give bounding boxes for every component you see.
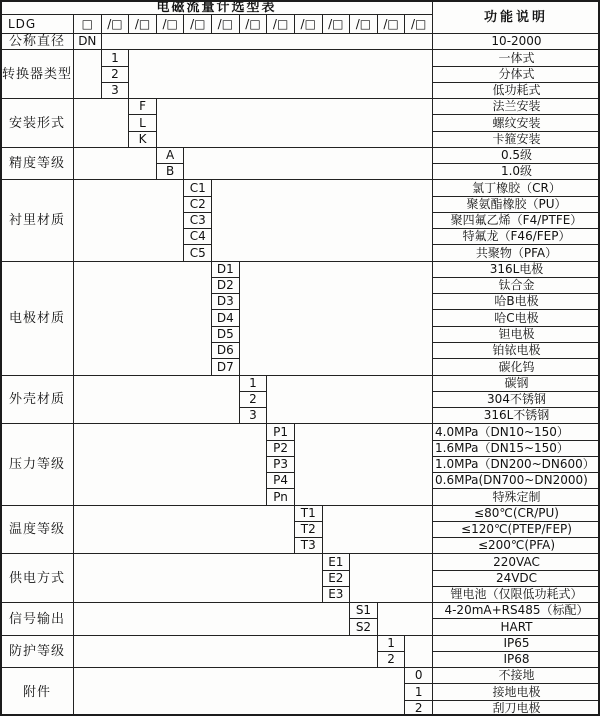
section-code-cell: 1 xyxy=(404,683,433,701)
section-desc-cell: 低功耗式 xyxy=(432,82,600,99)
section-desc-cell: 220VAC xyxy=(432,553,600,571)
section-desc-cell: 钽电极 xyxy=(432,326,600,343)
section-desc-cell: 316L不锈钢 xyxy=(432,407,600,424)
section-desc-cell: 碳钢 xyxy=(432,375,600,392)
section-code-cell: 2 xyxy=(101,66,130,83)
section-code-cell: D4 xyxy=(211,309,240,327)
section-label: 公称直径 xyxy=(0,33,74,50)
section-desc-cell: 锂电池（仅限低功耗式） xyxy=(432,586,600,603)
section-desc-cell: 4.0MPa（DN10~150） xyxy=(432,423,600,441)
section-code-cell: B xyxy=(156,163,185,180)
section-desc-cell: 1.0级 xyxy=(432,163,600,180)
model-option-box: /□ xyxy=(101,14,130,34)
section-left-filler xyxy=(73,179,184,262)
section-code-cell: P4 xyxy=(266,472,295,489)
section-code-cell: D1 xyxy=(211,261,240,278)
section-desc-cell: 螺纹安装 xyxy=(432,114,600,132)
section-label: 附件 xyxy=(0,667,74,716)
section-desc-cell: 哈C电极 xyxy=(432,309,600,327)
section-desc-cell: 聚氨酯橡胶（PU） xyxy=(432,196,600,213)
section-desc-cell: 哈B电极 xyxy=(432,293,600,310)
section-label: 电极材质 xyxy=(0,261,74,376)
section-code-cell: 3 xyxy=(239,407,268,424)
section-desc-cell: 24VDC xyxy=(432,570,600,587)
section-code-cell: 1 xyxy=(377,635,406,652)
section-left-filler xyxy=(73,98,129,148)
section-code-cell: E1 xyxy=(322,553,351,571)
section-desc-cell: 特殊定制 xyxy=(432,488,600,506)
section-desc-cell: 0.6MPa(DN700~DN2000) xyxy=(432,472,600,489)
section-code-cell: F xyxy=(128,98,157,115)
model-option-box: /□ xyxy=(404,14,433,34)
section-label: 压力等级 xyxy=(0,423,74,506)
section-label: 衬里材质 xyxy=(0,179,74,262)
function-column-header: 功能说明 xyxy=(432,0,600,34)
section-code-cell: C5 xyxy=(183,244,212,262)
section-right-filler xyxy=(101,33,433,50)
section-code-cell: C1 xyxy=(183,179,212,197)
section-left-filler xyxy=(73,635,378,668)
section-left-filler xyxy=(73,505,295,554)
section-desc-cell: 4-20mA+RS485（标配） xyxy=(432,602,600,619)
section-desc-cell: 卡箍安装 xyxy=(432,131,600,148)
section-left-filler xyxy=(73,261,212,376)
section-code-cell: E2 xyxy=(322,570,351,587)
model-option-box: /□ xyxy=(266,14,295,34)
section-code-cell: 1 xyxy=(239,375,268,392)
section-right-filler xyxy=(266,375,433,424)
model-option-box: /□ xyxy=(349,14,378,34)
section-right-filler xyxy=(211,179,433,262)
section-left-filler xyxy=(73,147,157,180)
section-label: 供电方式 xyxy=(0,553,74,603)
section-code-cell: 3 xyxy=(101,82,130,99)
section-code-cell: 2 xyxy=(404,700,433,716)
section-left-filler xyxy=(73,667,405,716)
section-desc-cell: IP68 xyxy=(432,651,600,668)
section-desc-cell: HART xyxy=(432,618,600,636)
section-desc-cell: 法兰安装 xyxy=(432,98,600,115)
section-code-cell: C2 xyxy=(183,196,212,213)
section-desc-cell: IP65 xyxy=(432,635,600,652)
section-label: 温度等级 xyxy=(0,505,74,554)
section-code-cell: D6 xyxy=(211,342,240,359)
section-right-filler xyxy=(322,505,433,554)
section-label: 外壳材质 xyxy=(0,375,74,424)
section-left-filler xyxy=(73,602,350,636)
model-option-box: /□ xyxy=(377,14,406,34)
section-code-cell: T1 xyxy=(294,505,323,522)
section-desc-cell: 不接地 xyxy=(432,667,600,684)
section-code-cell: 2 xyxy=(239,391,268,408)
section-desc-cell: 钛合金 xyxy=(432,277,600,294)
section-desc-cell: ≤200℃(PFA) xyxy=(432,537,600,554)
section-desc-cell: 氯丁橡胶（CR） xyxy=(432,179,600,197)
section-right-filler xyxy=(183,147,433,180)
section-left-filler xyxy=(73,423,267,506)
section-right-filler xyxy=(294,423,433,506)
section-desc-cell: ≤120℃(PTEP/FEP) xyxy=(432,521,600,538)
section-code-cell: T2 xyxy=(294,521,323,538)
section-desc-cell: 10-2000 xyxy=(432,33,600,50)
section-label: 转换器类型 xyxy=(0,49,74,99)
section-label: 安装形式 xyxy=(0,98,74,148)
section-desc-cell: 304不锈钢 xyxy=(432,391,600,408)
section-right-filler xyxy=(128,49,433,99)
section-code-cell: D7 xyxy=(211,358,240,376)
section-code-cell: D2 xyxy=(211,277,240,294)
section-desc-cell: 特氟龙（F46/FEP） xyxy=(432,228,600,245)
section-desc-cell: 接地电极 xyxy=(432,683,600,701)
section-left-filler xyxy=(73,553,323,603)
section-right-filler xyxy=(349,553,433,603)
section-code-cell: C3 xyxy=(183,212,212,229)
section-code-cell: L xyxy=(128,114,157,132)
section-desc-cell: 0.5级 xyxy=(432,147,600,164)
model-option-box: /□ xyxy=(211,14,240,34)
section-desc-cell: 聚四氟乙烯（F4/PTFE） xyxy=(432,212,600,229)
section-desc-cell: 碳化钨 xyxy=(432,358,600,376)
model-option-box: /□ xyxy=(183,14,212,34)
section-code-cell: C4 xyxy=(183,228,212,245)
section-code-cell: Pn xyxy=(266,488,295,506)
section-code-cell: 1 xyxy=(101,49,130,67)
model-option-box: /□ xyxy=(239,14,268,34)
model-option-box: /□ xyxy=(322,14,351,34)
section-code-cell: D5 xyxy=(211,326,240,343)
model-size-box: □ xyxy=(73,14,102,34)
section-code-cell: E3 xyxy=(322,586,351,603)
section-right-filler xyxy=(377,602,433,636)
section-desc-cell: 共聚物（PFA） xyxy=(432,244,600,262)
section-code-cell: A xyxy=(156,147,185,164)
section-code-cell: D3 xyxy=(211,293,240,310)
model-option-box: /□ xyxy=(128,14,157,34)
section-desc-cell: 铂铱电极 xyxy=(432,342,600,359)
section-label: 防护等级 xyxy=(0,635,74,668)
section-code-cell: T3 xyxy=(294,537,323,554)
model-option-box: /□ xyxy=(156,14,185,34)
table-title: 电磁流量计选型表 xyxy=(0,0,433,15)
section-code-cell: S1 xyxy=(349,602,378,619)
section-right-filler xyxy=(404,635,433,668)
section-code-cell: P3 xyxy=(266,456,295,473)
section-desc-cell: 刮刀电极 xyxy=(432,700,600,716)
model-option-box: /□ xyxy=(294,14,323,34)
section-desc-cell: 1.6MPa（DN15~150） xyxy=(432,440,600,457)
section-code-cell: DN xyxy=(73,33,102,50)
section-right-filler xyxy=(239,261,433,376)
section-right-filler xyxy=(156,98,433,148)
section-desc-cell: 一体式 xyxy=(432,49,600,67)
section-code-cell: P1 xyxy=(266,423,295,441)
section-code-cell: K xyxy=(128,131,157,148)
section-desc-cell: 1.0MPa（DN200~DN600） xyxy=(432,456,600,473)
section-label: 精度等级 xyxy=(0,147,74,180)
section-desc-cell: 316L电极 xyxy=(432,261,600,278)
section-left-filler xyxy=(73,49,102,99)
section-code-cell: P2 xyxy=(266,440,295,457)
section-code-cell: S2 xyxy=(349,618,378,636)
model-prefix-cell: LDG xyxy=(0,14,74,34)
section-desc-cell: ≤80℃(CR/PU) xyxy=(432,505,600,522)
section-code-cell: 0 xyxy=(404,667,433,684)
section-code-cell: 2 xyxy=(377,651,406,668)
section-label: 信号输出 xyxy=(0,602,74,636)
section-desc-cell: 分体式 xyxy=(432,66,600,83)
section-left-filler xyxy=(73,375,240,424)
